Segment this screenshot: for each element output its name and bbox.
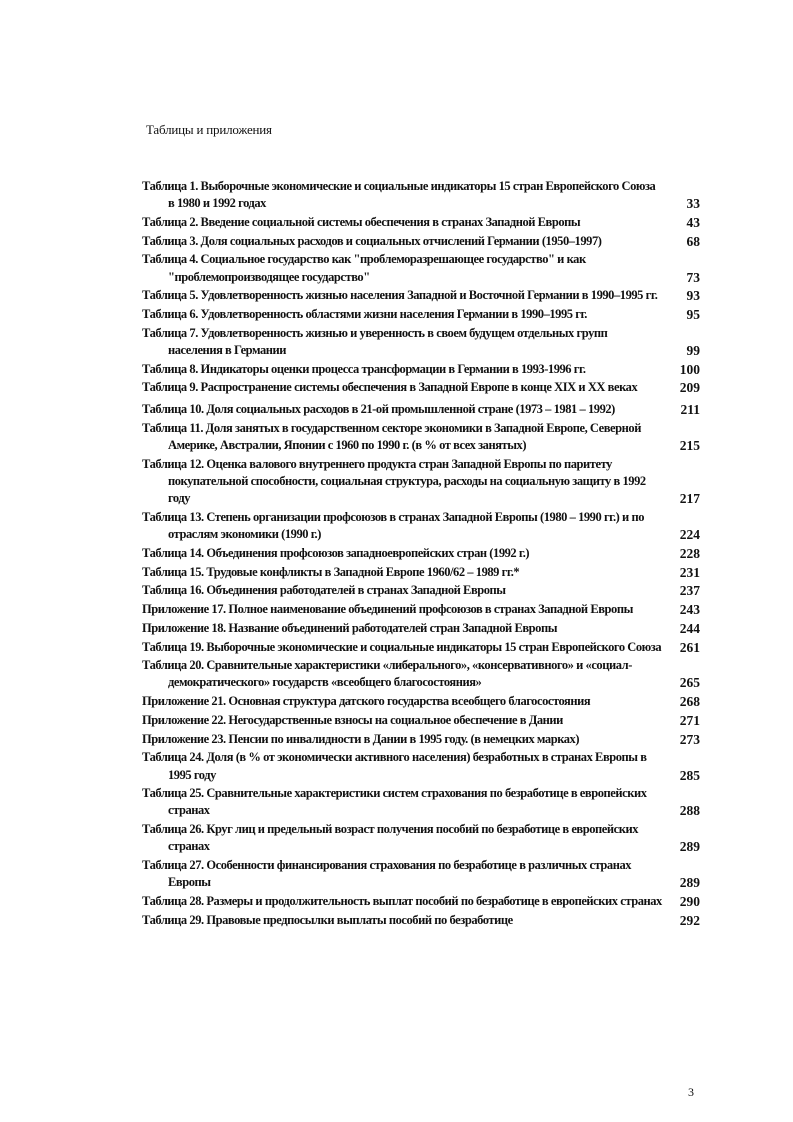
toc-entry-12	[142, 456, 702, 508]
page-number: 3	[688, 1085, 694, 1099]
toc-entry-title: Таблица 13. Степень организации профсоюзов в странах Западной Европы (1980 – 1990 гг.) и по отраслям экономики (1990 г.)	[142, 510, 645, 542]
toc-entry-title: Таблица 7. Удовлетворенность жизнью и уверенность в своем будущем отдельных групп населения в Германии	[142, 325, 608, 357]
toc-entry-title: Таблица 28. Размеры и продолжительность выплат пособий по безработице в европейских странах	[142, 893, 662, 908]
toc-entry-page: 73	[686, 269, 700, 285]
toc-entry-23	[142, 731, 702, 748]
toc-entry-title: Приложение 17. Полное наименование объединений профсоюзов в странах Западной Европы	[142, 602, 633, 617]
toc-entry-page: 289	[679, 875, 700, 891]
toc-entry-title: Таблица 16. Объединения работодателей в странах Западной Европы	[142, 583, 506, 598]
toc-entry-title: Таблица 14. Объединения профсоюзов западноевропейских стран (1992 г.)	[142, 546, 530, 561]
toc-entry-1	[142, 178, 702, 212]
toc-entry-3	[142, 233, 702, 250]
toc-entry-15	[142, 564, 702, 581]
toc-entry-page: 224	[679, 527, 700, 543]
toc-entry-page: 95	[686, 306, 700, 322]
toc-entry-page: 292	[679, 912, 700, 928]
toc-entry-title: Таблица 12. Оценка валового внутреннего продукта стран Западной Европы по паритету покупательной способности, социальная структура, расходы на социальную защиту в 1992 году	[142, 457, 646, 506]
toc-entry-18	[142, 620, 702, 637]
toc-entry-title: Приложение 23. Пенсии по инвалидности в Дании в 1995 году. (в немецких марках)	[142, 731, 580, 746]
toc-entry-page: 289	[679, 839, 700, 855]
toc-entry-page: 265	[679, 675, 700, 691]
toc-entry-page: 228	[679, 546, 700, 562]
toc-entry-page: 231	[679, 564, 700, 580]
toc-entry-21	[142, 693, 702, 710]
toc-entry-10	[142, 401, 702, 418]
toc-entry-25	[142, 785, 702, 819]
toc-entry-5	[142, 287, 702, 304]
toc-entry-7	[142, 325, 702, 359]
toc-entry-page: 215	[679, 438, 700, 454]
toc-entry-11	[142, 420, 702, 454]
toc-entry-page: 290	[679, 893, 700, 909]
toc-entry-page: 237	[679, 583, 700, 599]
toc-entry-24	[142, 749, 702, 783]
toc-entry-title: Таблица 25. Сравнительные характеристики систем страхования по безработице в европейских странах	[142, 786, 647, 818]
toc-entry-title: Таблица 6. Удовлетворенность областями жизни населения Германии в 1990–1995 гг.	[142, 306, 587, 321]
toc-entry-17	[142, 601, 702, 618]
toc-entry-page: 209	[679, 380, 700, 396]
toc-entry-title: Таблица 3. Доля социальных расходов и социальных отчислений Германии (1950–1997)	[142, 233, 602, 248]
toc-entry-page: 43	[686, 214, 700, 230]
toc-entry-6	[142, 306, 702, 323]
toc-entry-page: 261	[679, 639, 700, 655]
toc-entry-14	[142, 545, 702, 562]
toc-entry-title: Таблица 1. Выборочные экономические и социальные индикаторы 15 стран Европейского Союза в 1980 и 1992 годах	[142, 179, 656, 211]
toc-entry-page: 93	[686, 288, 700, 304]
toc-entry-22	[142, 712, 702, 729]
toc-entry-title: Таблица 19. Выборочные экономические и социальные индикаторы 15 стран Европейского Союза	[142, 639, 662, 654]
toc-entry-20	[142, 657, 702, 691]
toc-entry-page: 33	[686, 196, 700, 212]
toc-entry-title: Приложение 18. Название объединений работодателей стран Западной Европы	[142, 620, 558, 635]
toc-entry-title: Таблица 29. Правовые предпосылки выплаты пособий по безработице	[142, 912, 513, 927]
toc-entry-page: 68	[686, 233, 700, 249]
toc-entry-2	[142, 214, 702, 231]
toc-entry-title: Таблица 11. Доля занятых в государственном секторе экономики в Западной Европе, Северной Америке, Австралии, Японии с 1960 по 1990 г. (в % от всех занятых)	[142, 421, 641, 453]
toc-entry-page: 244	[679, 620, 700, 636]
toc-entry-title: Таблица 2. Введение социальной системы обеспечения в странах Западной Европы	[142, 214, 581, 229]
toc-entry-13	[142, 509, 702, 543]
toc-entry-page: 268	[679, 694, 700, 710]
toc-entry-page: 285	[679, 767, 700, 783]
toc-entry-title: Таблица 20. Сравнительные характеристики «либерального», «консервативного» и «социал-демократического» государств «всеобщего благосостояния»	[142, 658, 632, 690]
toc-entry-title: Таблица 4. Социальное государство как "проблеморазрешающее государство" и как "проблемопроизводящее государство"	[142, 252, 586, 284]
toc-entry-title: Таблица 10. Доля социальных расходов в 21-ой промышленной стране (1973 – 1981 – 1992)	[142, 402, 615, 417]
toc-entry-title: Таблица 26. Круг лиц и предельный возраст получения пособий по безработице в европейских странах	[142, 822, 639, 854]
toc-entry-title: Таблица 27. Особенности финансирования страхования по безработице в различных странах Европы	[142, 858, 632, 890]
toc-entry-title: Приложение 22. Негосударственные взносы на социальное обеспечение в Дании	[142, 712, 563, 727]
toc-entry-title: Таблица 15. Трудовые конфликты в Западной Европе 1960/62 – 1989 гг.*	[142, 564, 520, 579]
toc-entry-page: 273	[679, 731, 700, 747]
toc-entry-title: Таблица 8. Индикаторы оценки процесса трансформации в Германии в 1993-1996 гг.	[142, 361, 586, 376]
toc-entry-26	[142, 821, 702, 855]
toc-entry-27	[142, 857, 702, 891]
toc-entry-page: 99	[686, 342, 700, 358]
toc-entry-page: 211	[680, 402, 700, 418]
toc-entry-29	[142, 912, 702, 929]
toc-entry-16	[142, 582, 702, 599]
table-of-contents	[142, 178, 702, 930]
toc-entry-28	[142, 893, 702, 910]
toc-entry-title: Приложение 21. Основная структура датского государства всеобщего благосостояния	[142, 694, 591, 709]
toc-entry-title: Таблица 5. Удовлетворенность жизнью населения Западной и Восточной Германии в 1990–1995 гг.	[142, 288, 658, 303]
toc-entry-4	[142, 251, 702, 285]
toc-entry-page: 288	[679, 803, 700, 819]
toc-entry-page: 217	[679, 491, 700, 507]
toc-entry-title: Таблица 24. Доля (в % от экономически активного населения) безработных в странах Европы в 1995 году	[142, 750, 647, 782]
toc-entry-title: Таблица 9. Распространение системы обеспечения в Западной Европе в конце XIX и XX веках	[142, 380, 638, 395]
toc-entry-page: 243	[679, 602, 700, 618]
toc-entry-9	[142, 379, 702, 396]
toc-entry-19	[142, 639, 702, 656]
toc-entry-page: 100	[679, 361, 700, 377]
toc-entry-page: 271	[679, 712, 700, 728]
toc-entry-8	[142, 361, 702, 378]
running-header: Таблицы и приложения	[146, 122, 272, 137]
